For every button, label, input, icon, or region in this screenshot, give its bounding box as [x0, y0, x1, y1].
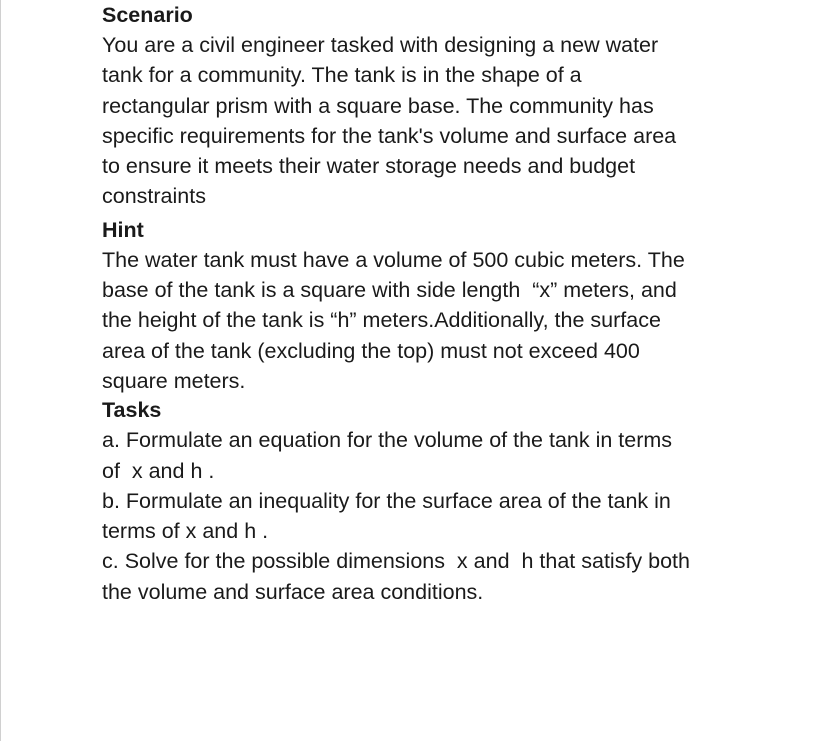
scenario-section — [102, 0, 802, 212]
task-line: c. Solve for the possible dimensions x and h that satisfy both — [102, 549, 690, 574]
task-line: b. Formulate an inequality for the surface area of the tank in — [102, 488, 671, 513]
document-content — [102, 0, 802, 607]
task-line: terms of x and h . — [102, 519, 269, 544]
tasks-heading: Tasks — [102, 398, 162, 423]
hint-line: The water tank must have a volume of 500 cubic meters. The — [102, 247, 685, 272]
scenario-line: tank for a community. The tank is in the shape of a — [102, 63, 582, 88]
hint-line: area of the tank (excluding the top) must not exceed 400 — [102, 338, 640, 363]
scenario-line: to ensure it meets their water storage needs and budget — [102, 154, 636, 179]
task-line: a. Formulate an equation for the volume of the tank in terms — [102, 428, 673, 453]
page-left-border — [0, 0, 1, 741]
hint-section — [102, 215, 802, 396]
scenario-line: constraints — [102, 184, 206, 209]
scenario-heading: Scenario — [102, 3, 193, 27]
scenario-line: rectangular prism with a square base. The community has — [102, 93, 654, 118]
task-line: the volume and surface area conditions. — [102, 579, 484, 604]
scenario-line: specific requirements for the tank's volume and surface area — [102, 123, 677, 148]
tasks-section — [102, 395, 802, 607]
hint-heading: Hint — [102, 217, 144, 242]
hint-line: the height of the tank is “h” meters.Additionally, the surface — [102, 308, 661, 333]
hint-line: square meters. — [102, 368, 246, 393]
task-line: of x and h . — [102, 458, 215, 483]
hint-line: base of the tank is a square with side length “x” meters, and — [102, 278, 677, 303]
scenario-line: You are a civil engineer tasked with designing a new water — [102, 33, 659, 57]
